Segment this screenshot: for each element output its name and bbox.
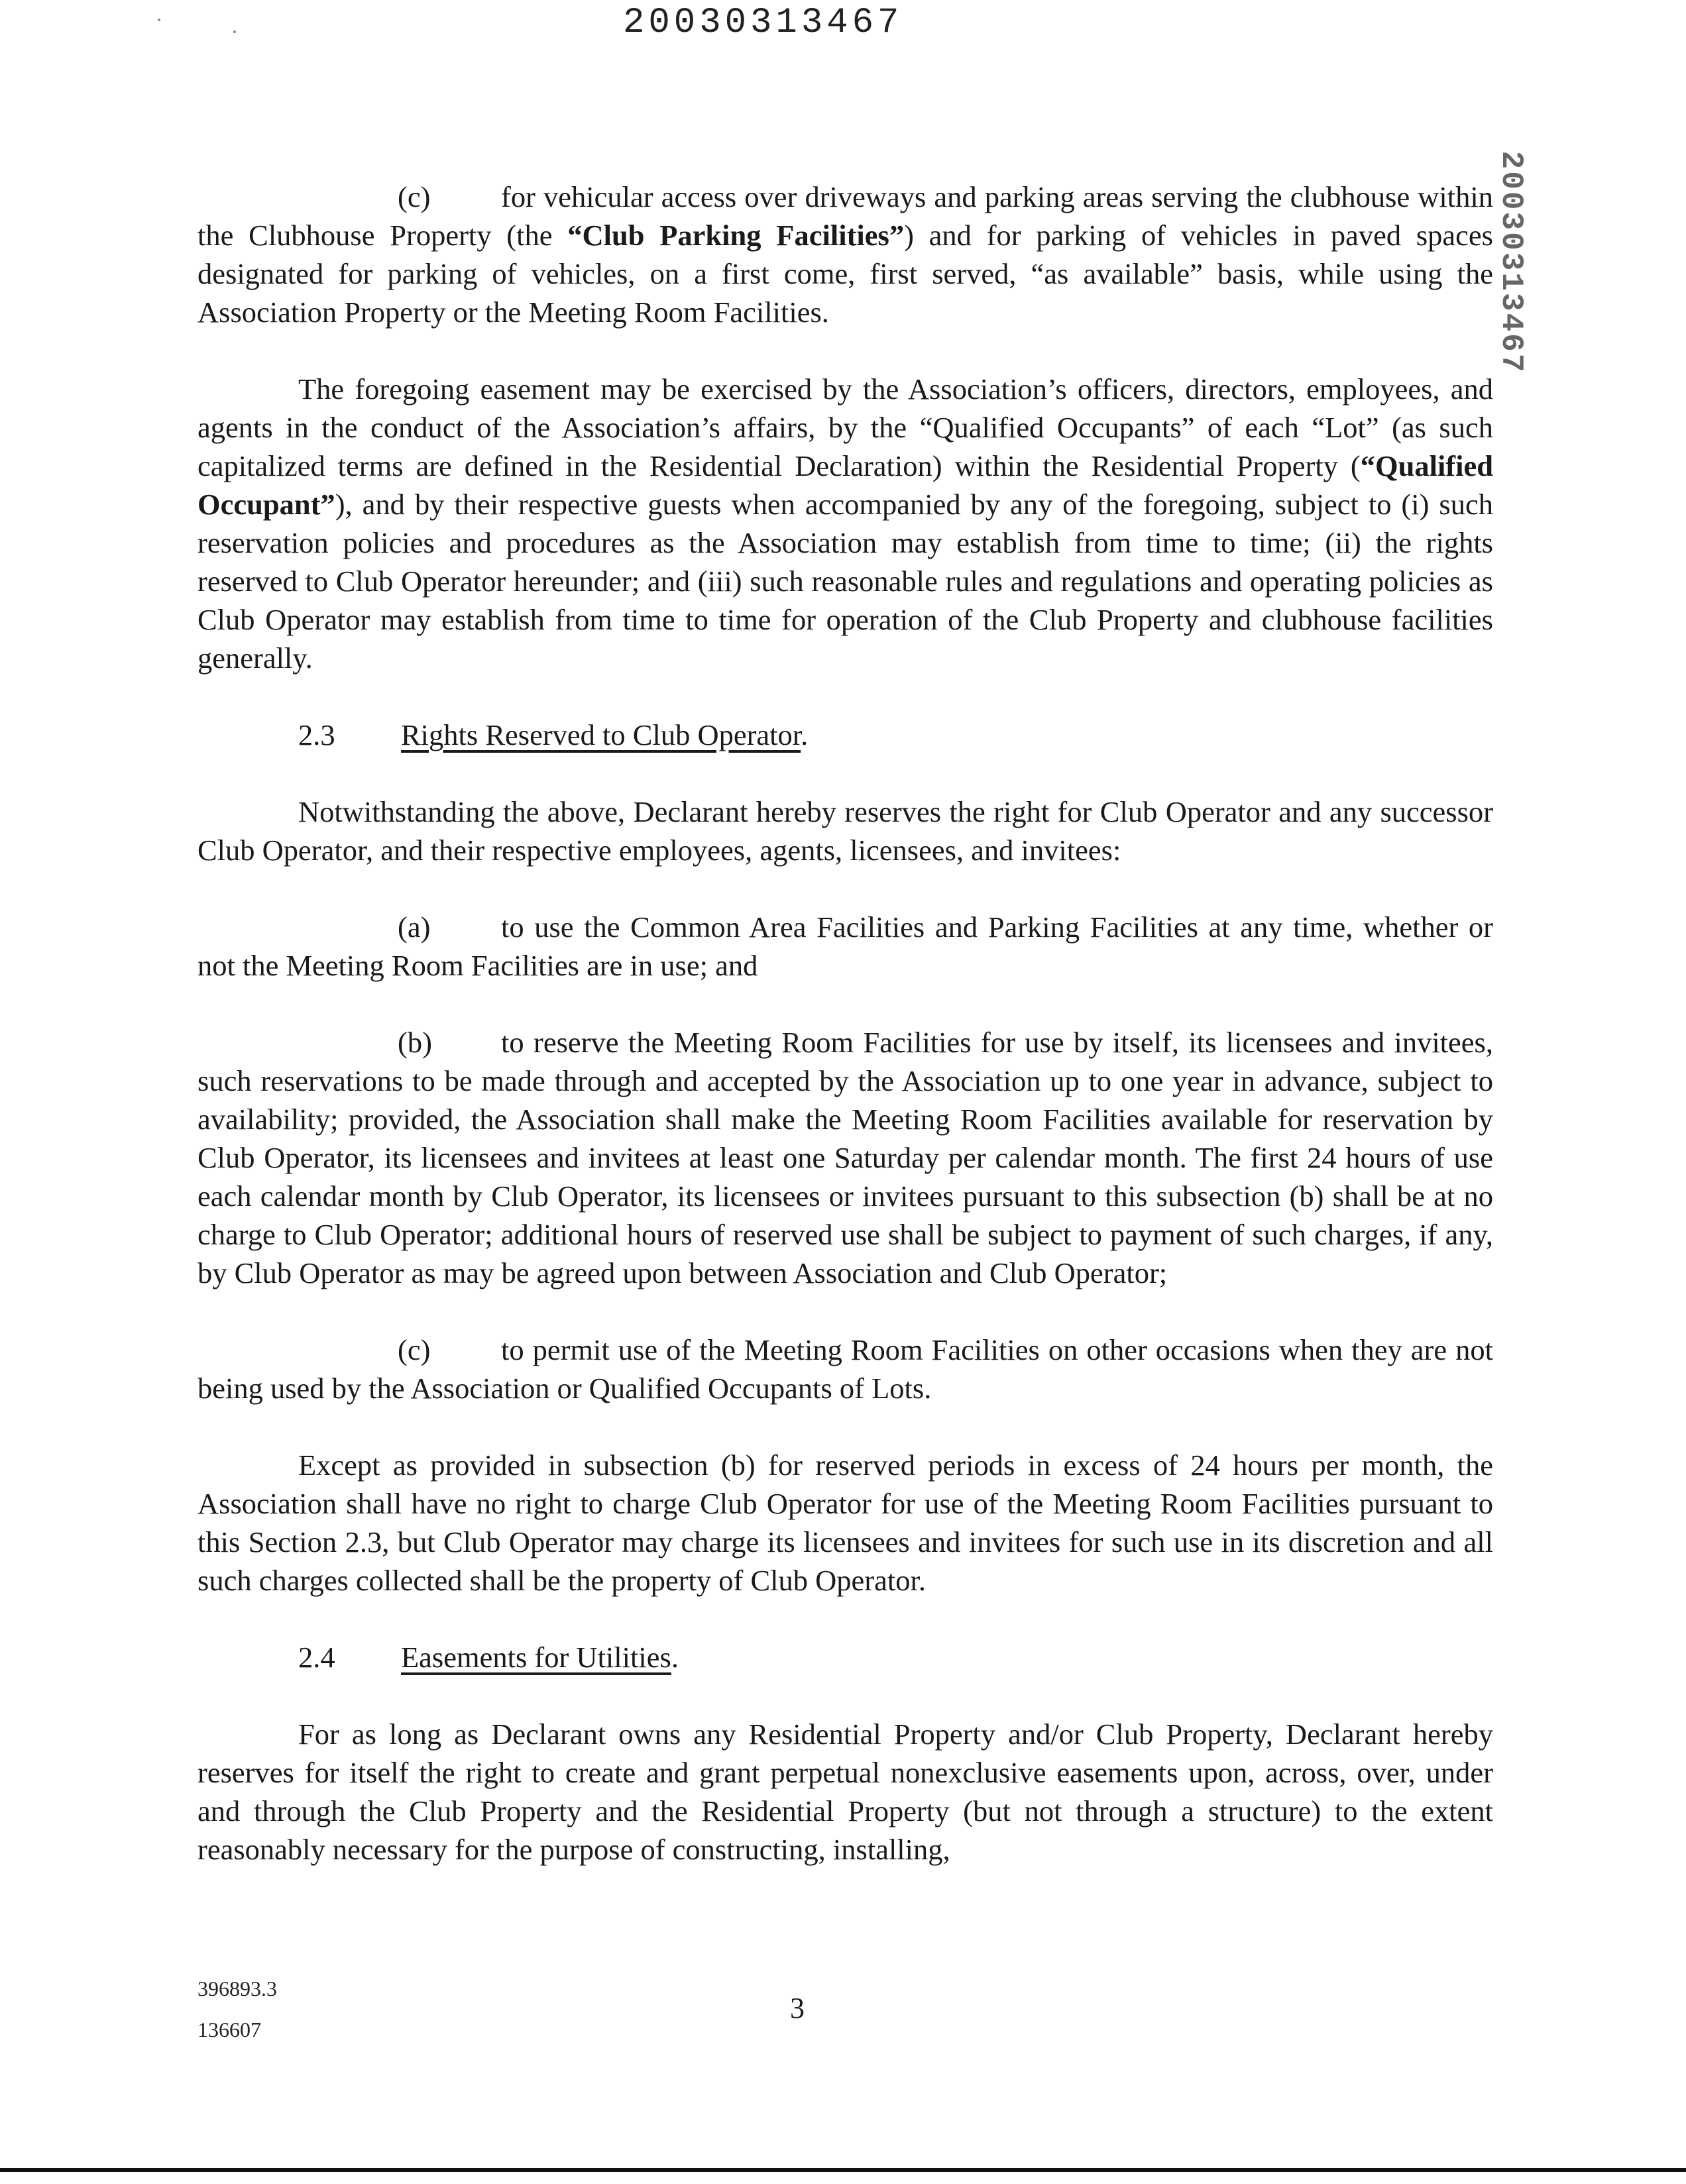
item-label: (b) [398, 1026, 432, 1059]
section-title: Easements for Utilities [401, 1641, 671, 1674]
side-recording-stamp: 20030313467 [1494, 150, 1528, 374]
text-run: to use the Common Area Facilities and Parking Facilities at any time, whether or not the Meeting Room Facilities are in use; and [197, 910, 1493, 982]
doc-id-primary: 396893.3 [197, 1977, 277, 2000]
paragraph-utilities: For as long as Declarant owns any Residential Property and/or Club Property, Declarant hereby reserves for itself the right to create and grant perpetual nonexclusive easements upon, across, over, under and through the Club Property and the Residential Property (but not through a structure) to the extent reasonably necessary for the purpose of constructing, installing, [197, 1718, 1493, 1866]
page-number: 3 [790, 1992, 805, 2024]
defined-term: “Qualified Occupant” [197, 449, 1493, 521]
body-text [197, 178, 1493, 1869]
item-label: (a) [398, 910, 431, 944]
footer-document-ids [197, 1968, 277, 2050]
section-number: 2.4 [298, 1641, 335, 1674]
doc-id-secondary: 136607 [197, 2018, 261, 2042]
paragraph-club-parking [197, 178, 1493, 331]
text-run: to reserve the Meeting Room Facilities for use by itself, its licensees and invitees, such reservations to be made through and accepted by the Association up to one year in advance, subject to availability; provided, the Association shall make the Meeting Room Facilities available for reservation by Club Operator, its licensees and invitees at least one Saturday per calendar month. The first 24 hours of use each calendar month by Club Operator, its licensees or invitees pursuant to this subsection (b) shall be at no charge to Club Operator; additional hours of reserved use shall be subject to payment of such charges, if any, by Club Operator as may be agreed upon between Association and Club Operator; [197, 1026, 1493, 1289]
text-run: for vehicular access over driveways and parking areas serving the clubhouse within the Clubhouse Property (the [197, 180, 1493, 252]
section-title: Rights Reserved to Club Operator [401, 718, 801, 751]
item-label: (c) [398, 1333, 431, 1366]
section-heading-2-3 [197, 716, 1493, 754]
text-run: to permit use of the Meeting Room Facilities on other occasions when they are not being used by the Association or Qualified Occupants of Lots. [197, 1333, 1493, 1405]
text-run: The foregoing easement may be exercised by the Association’s officers, directors, employees, and agents in the conduct of the Association’s affairs, by the “Qualified Occupants” of each “Lot” (as such capitalized terms are defined in the Residential Declaration) within the Residential Property ( [197, 372, 1493, 482]
scan-speck [233, 30, 236, 33]
paragraph-item-b [197, 1023, 1493, 1292]
text-run: . [671, 1641, 679, 1674]
text-run: ), and by their respective guests when accompanied by any of the foregoing, subject to (i) such reservation policies and procedures as the Association may establish from time to time; (ii) the rights reserved to Club Operator hereunder; and (iii) such reasonable rules and regulations and operating policies as Club Operator may establish from time to time for operation of the Club Property and clubhouse facilities generally. [197, 488, 1493, 675]
paragraph-item-c [197, 1331, 1493, 1407]
defined-term: “Club Parking Facilities” [567, 219, 905, 252]
section-number: 2.3 [298, 718, 335, 751]
section-heading-2-4 [197, 1638, 1493, 1676]
item-label: (c) [398, 180, 431, 213]
paragraph-notwithstanding: Notwithstanding the above, Declarant hereby reserves the right for Club Operator and any successor Club Operator, and their respective employees, agents, licensees, and invitees: [197, 795, 1493, 867]
paragraph-except: Except as provided in subsection (b) for reserved periods in excess of 24 hours per month, the Association shall have no right to charge Club Operator for use of the Meeting Room Facilities pursuant to this Section 2.3, but Club Operator may charge its licensees and invitees for such use in its discretion and all such charges collected shall be the property of Club Operator. [197, 1448, 1493, 1597]
paragraph-easement [197, 370, 1493, 677]
recording-number-stamp: 20030313467 [623, 3, 903, 43]
text-run: . [801, 718, 809, 751]
scan-speck [158, 19, 160, 21]
bottom-border-line [0, 2168, 1686, 2172]
text-run: ) and for parking of vehicles in paved spaces designated for parking of vehicles, on a first come, first served, “as available” basis, while using the Association Property or the Meeting Room Facilities. [197, 219, 1493, 329]
paragraph-item-a [197, 908, 1493, 985]
